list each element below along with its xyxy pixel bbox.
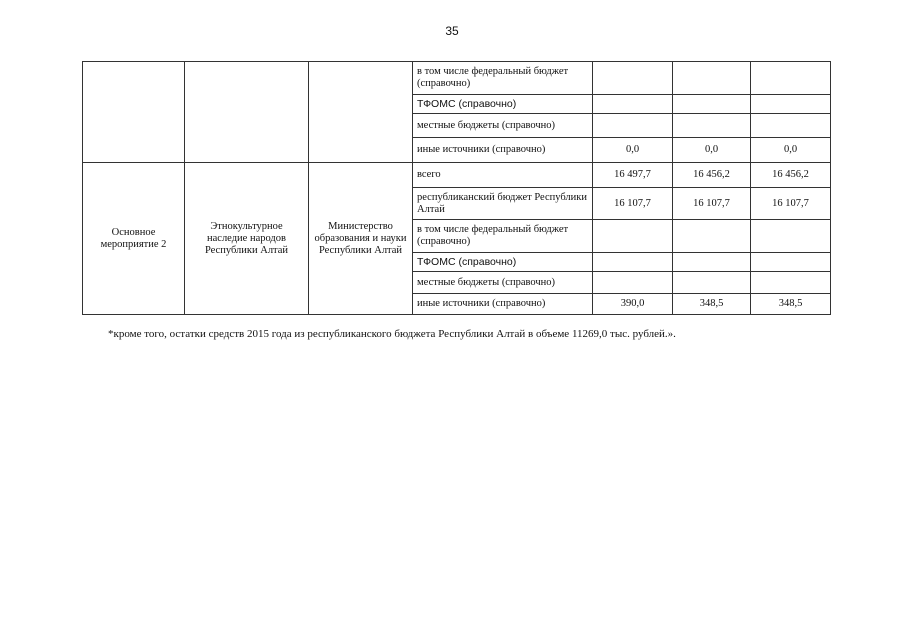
value-cell: 348,5 [751,294,831,315]
continued-executor-cell [309,62,413,163]
value-cell [751,114,831,138]
source-cell: иные источники (справочно) [413,138,593,163]
source-cell: республиканский бюджет Республики Алтай [413,188,593,220]
value-cell: 16 107,7 [593,188,673,220]
value-cell [673,272,751,294]
table-row [83,163,831,188]
value-cell [593,220,673,253]
source-cell: иные источники (справочно) [413,294,593,315]
value-cell [673,253,751,272]
source-cell: местные бюджеты (справочно) [413,272,593,294]
value-cell [673,114,751,138]
measure-name-cell: Этнокультурное наследие народов Республики Алтай [185,163,309,315]
source-cell: ТФОМС (справочно) [413,95,593,114]
value-cell: 0,0 [673,138,751,163]
source-cell: местные бюджеты (справочно) [413,114,593,138]
value-cell [593,114,673,138]
table-row [83,62,831,95]
footnote: *кроме того, остатки средств 2015 года из республиканского бюджета Республики Алтай в объеме 11269,0 тыс. рублей.». [108,328,676,340]
value-cell [593,62,673,95]
value-cell [751,272,831,294]
value-cell: 16 107,7 [751,188,831,220]
value-cell [673,62,751,95]
budget-table [82,61,831,315]
page-number: 35 [445,24,459,38]
source-cell: ТФОМС (справочно) [413,253,593,272]
value-cell: 16 107,7 [673,188,751,220]
source-cell: в том числе федеральный бюджет (справочно) [413,220,593,253]
value-cell: 0,0 [593,138,673,163]
value-cell: 0,0 [751,138,831,163]
value-cell [751,220,831,253]
value-cell: 16 456,2 [751,163,831,188]
value-cell: 16 497,7 [593,163,673,188]
source-cell: всего [413,163,593,188]
value-cell [751,62,831,95]
value-cell [673,220,751,253]
continued-name-cell [185,62,309,163]
value-cell: 348,5 [673,294,751,315]
value-cell [593,95,673,114]
value-cell [751,95,831,114]
value-cell [751,253,831,272]
value-cell: 16 456,2 [673,163,751,188]
measure-executor-cell: Министерство образования и науки Республики Алтай [309,163,413,315]
measure-label-cell: Основное мероприятие 2 [83,163,185,315]
value-cell [593,253,673,272]
value-cell [673,95,751,114]
value-cell [593,272,673,294]
continued-label-cell [83,62,185,163]
source-cell: в том числе федеральный бюджет (справочно) [413,62,593,95]
value-cell: 390,0 [593,294,673,315]
